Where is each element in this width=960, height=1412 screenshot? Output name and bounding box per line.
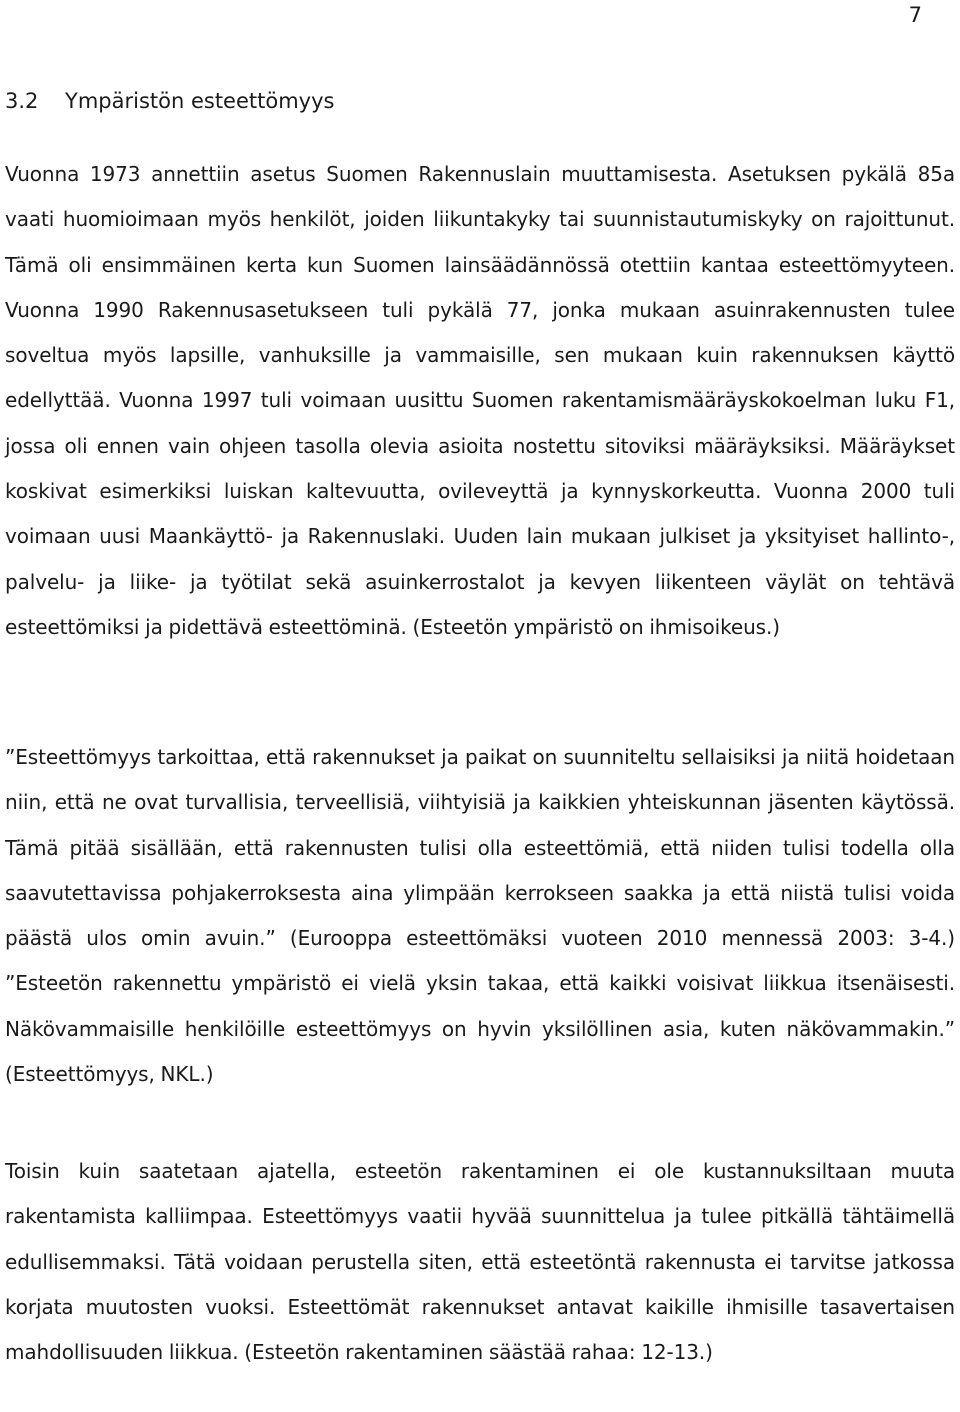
paragraph-accessibility-costs: Toisin kuin saatetaan ajatella, esteetön rakentaminen ei ole kustannuksiltaan muuta rakentamista kalliimpaa. Esteettömyys vaatii hyvää suunnittelua ja tulee pitkällä tähtäimellä edullisemmaksi. Tätä voidaan perustella siten, että esteetöntä rakennusta ei tarvitse jatkossa korjata muutosten vuoksi. Esteettömät rakennukset antavat kaikille ihmisille tasavertaisen mahdollisuuden liikkua. (Esteetön rakentaminen säästää rahaa: 12-13.) [5,1159,955,1365]
paragraph-accessibility-definition: ”Esteettömyys tarkoittaa, että rakennukset ja paikat on suunniteltu sellaisiksi ja niitä hoidetaan niin, että ne ovat turvallisia, terveellisiä, viihtyisiä ja kaikkien yhteiskunnan jäsenten käytössä. Tämä pitää sisällään, että rakennusten tulisi olla esteettömiä, että niiden tulisi todella olla saavutettavissa pohjakerroksesta aina ylimpään kerrokseen saakka ja että niistä tulisi voida päästä ulos omin avuin.” (Eurooppa esteettömäksi vuoteen 2010 mennessä 2003: 3-4.) ”Esteetön rakennettu ympäristö ei vielä yksin takaa, että kaikki voisivat liikkua itsenäisesti. Näkövammaisille henkilöille esteettömyys on hyvin yksilöllinen asia, kuten näkövammakin.” (Esteettömyys, NKL.) [5,745,955,1087]
paragraph-legislation-history: Vuonna 1973 annettiin asetus Suomen Rakennuslain muuttamisesta. Asetuksen pykälä 85a vaati huomioimaan myös henkilöt, joiden liikuntakyky tai suunnistautumiskyky on rajoittunut. Tämä oli ensimmäinen kerta kun Suomen lainsäädännössä otettiin kantaa esteettömyyteen. Vuonna 1990 Rakennusasetukseen tuli pykälä 77, jonka mukaan asuinrakennusten tulee soveltua myös lapsille, vanhuksille ja vammaisille, sen mukaan kuin rakennuksen käyttö edellyttää. Vuonna 1997 tuli voimaan uusittu Suomen rakentamismääräyskokoelman luku F1, jossa oli ennen vain ohjeen tasolla olevia asioita nostettu sitoviksi määräyksiksi. Määräykset koskivat esimerkiksi luiskan kaltevuutta, ovileveyttä ja kynnyskorkeutta. Vuonna 2000 tuli voimaan uusi Maankäyttö- ja Rakennuslaki. Uuden lain mukaan julkiset ja yksityiset hallinto-, palvelu- ja liike- ja työtilat sekä asuinkerrostalot ja kevyen liikenteen väylät on tehtävä esteettömiksi ja pidettävä esteettöminä. (Esteetön ympäristö on ihmisoikeus.) [5,162,955,639]
section-number: 3.2 [5,89,39,113]
page-number: 7 [908,3,922,27]
section-heading [5,85,334,117]
section-title: Ympäristön esteettömyys [65,89,335,113]
